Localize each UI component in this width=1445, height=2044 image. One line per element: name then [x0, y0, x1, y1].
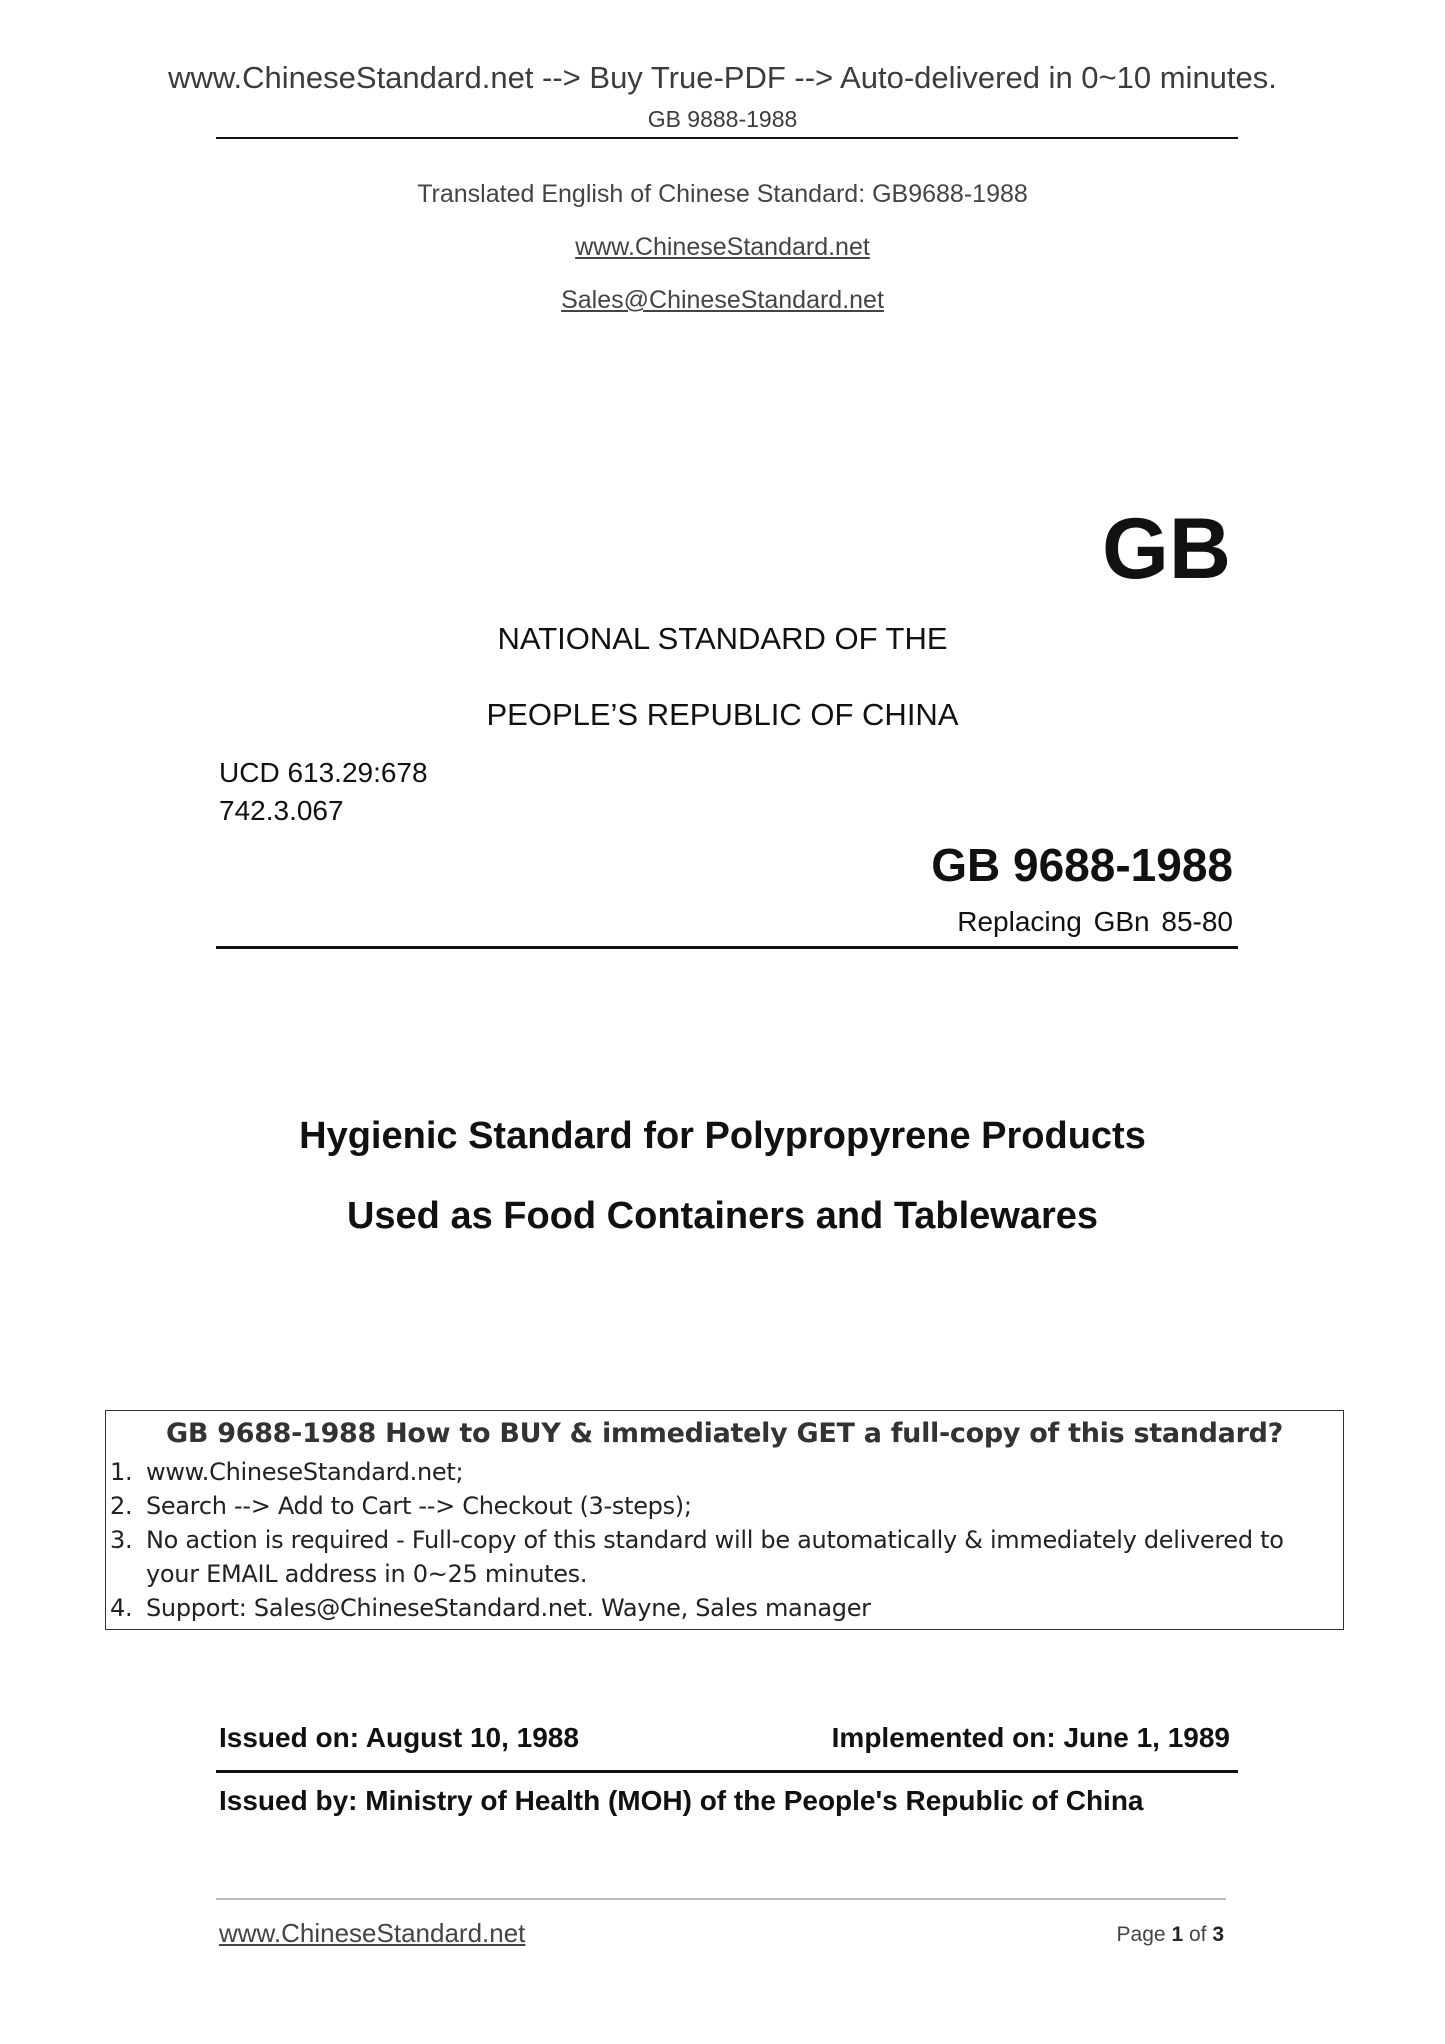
translated-notice: Translated English of Chinese Standard: GB9688-1988	[417, 180, 1028, 208]
running-header-code: GB 9888-1988	[647, 106, 798, 132]
step-number: 2.	[110, 1492, 133, 1520]
footer-divider	[216, 1898, 1226, 1900]
site-link-row	[0, 233, 1445, 262]
footer-site-link[interactable]: www.ChineseStandard.net	[219, 1918, 526, 1948]
top-banner: www.ChineseStandard.net --> Buy True-PDF --> Auto-delivered in 0~10 minutes.	[168, 60, 1277, 95]
list-item	[110, 1455, 1333, 1489]
step-text: No action is required - Full-copy of this standard will be automatically & immediately delivered to your EMAIL address in 0~25 minutes.	[146, 1526, 1284, 1588]
header-divider	[216, 137, 1238, 139]
document-title-line1: Hygienic Standard for Polypropyrene Products	[299, 1115, 1146, 1157]
ucd-code-line2: 742.3.067	[219, 795, 344, 826]
document-title-line2: Used as Food Containers and Tablewares	[346, 1195, 1099, 1237]
page-prefix: Page	[1116, 1923, 1172, 1946]
step-text[interactable]: www.ChineseStandard.net;	[146, 1458, 464, 1486]
email-link[interactable]: Sales@ChineseStandard.net	[561, 286, 884, 314]
implemented-on-date: Implemented on: June 1, 1989	[831, 1722, 1230, 1753]
step-text: Support: Sales@ChineseStandard.net. Wayne, Sales manager	[146, 1594, 871, 1622]
page-mid: of	[1183, 1923, 1213, 1946]
page-current: 1	[1171, 1923, 1184, 1946]
footer-link-row	[219, 1918, 525, 1949]
list-item	[110, 1591, 1333, 1625]
issued-on-date: Issued on: August 10, 1988	[219, 1722, 579, 1753]
step-number: 4.	[110, 1594, 133, 1622]
purchase-heading: GB 9688-1988 How to BUY & immediately GET a full-copy of this standard?	[165, 1418, 1284, 1449]
national-standard-line2: PEOPLE’S REPUBLIC OF CHINA	[486, 697, 959, 732]
page-number	[1117, 1923, 1224, 1947]
list-item	[110, 1489, 1333, 1523]
purchase-steps	[106, 1455, 1343, 1625]
step-number: 1.	[110, 1458, 133, 1486]
email-link-row	[0, 286, 1445, 315]
purchase-info-box	[105, 1410, 1344, 1630]
standard-number: GB 9688-1988	[931, 839, 1233, 891]
site-link[interactable]: www.ChineseStandard.net	[575, 233, 870, 261]
title-divider	[216, 946, 1238, 949]
replacing-note: Replacing GBn 85-80	[957, 906, 1233, 937]
list-item	[110, 1523, 1333, 1591]
step-number: 3.	[110, 1526, 133, 1554]
gb-logo: GB	[1102, 501, 1231, 597]
national-standard-line1: NATIONAL STANDARD OF THE	[497, 621, 948, 656]
ucd-code-line1: UCD 613.29:678	[219, 757, 428, 788]
step-text: Search --> Add to Cart --> Checkout (3-steps);	[146, 1492, 692, 1520]
page-total: 3	[1212, 1923, 1224, 1946]
issued-by: Issued by: Ministry of Health (MOH) of the People's Republic of China	[219, 1785, 1144, 1816]
issue-divider	[216, 1770, 1238, 1773]
